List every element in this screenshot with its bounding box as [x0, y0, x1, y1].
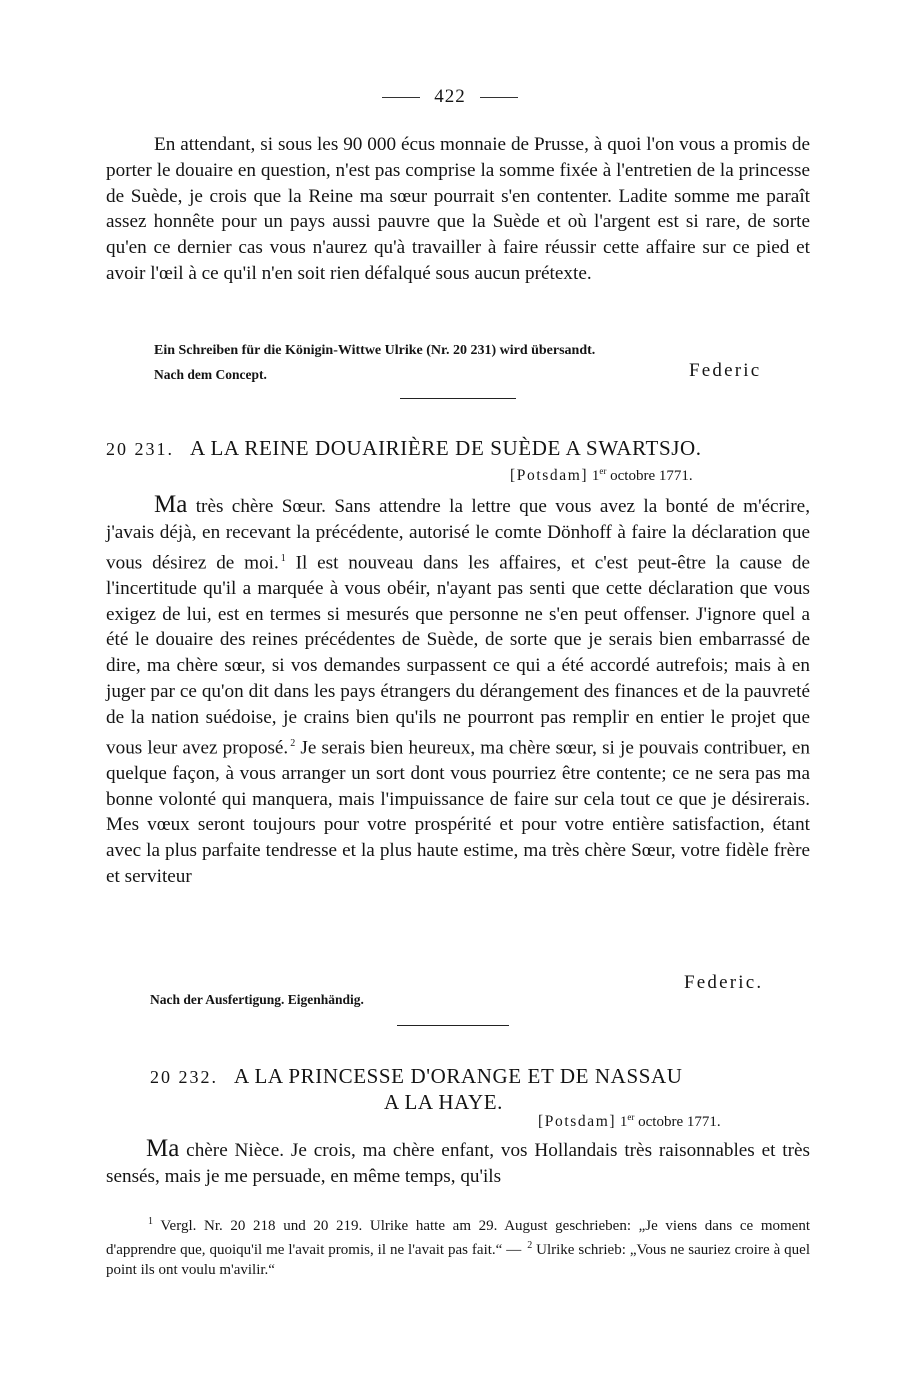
continuation-text: En attendant, si sous les 90 000 écus monnaie de Prusse, à quoi l'on vous a promis de porter le douaire en question, n'est pas comprise la somme fixée à l'entretien de la princesse de Suède, je crois que la Reine ma sœur pourrait s'en contenter. Ladite somme me paraît assez honnête pour un pays aussi pauvre que la Suède et où l'argent est si rare, de sorte qu'en ce dernier cas vous n'aurez qu'à travailler à faire réussir cette affaire sur ce pied et avoir l'œil à ce qu'il n'en soit rien défalqué sous aucun prétexte. — [106, 134, 810, 284]
page-number: 422 — [434, 86, 466, 107]
dateline-place: [Potsdam] — [510, 467, 589, 484]
footnotes — [106, 1212, 810, 1280]
salutation-lead: Ma — [154, 491, 188, 518]
letter-text-part-c: Je serais bien heureux, ma chère sœur, si je pouvais contribuer, en quelque façon, à vous arranger un sort dont vous pourriez être contente; ce ne sera pas ma bonne volonté qui manquera, mais l'impuissance de faire sur cela tout ce que je désirerais. Mes vœux seront toujours pour votre prospérité et pour votre entière satisfaction, étant avec la plus parfaite tendresse et la plus haute estime, ma très chère Sœur, votre fidèle frère et serviteur — [106, 736, 810, 887]
dateline-day-suffix: er — [599, 466, 607, 476]
page-number-line — [0, 86, 900, 108]
letter-number: 20 232. — [150, 1067, 218, 1087]
footnote-mark-1: 1 — [148, 1216, 153, 1227]
page-number-dash-left — [382, 97, 420, 98]
letter-title-line2: A LA HAYE. — [384, 1090, 503, 1114]
letter-body-20231 — [106, 492, 810, 890]
dateline-month-year: octobre 1771. — [638, 1114, 721, 1130]
dateline-day: 1 — [619, 1114, 628, 1130]
page-number-dash-right — [480, 97, 518, 98]
dateline-20232 — [538, 1112, 721, 1131]
salutation-lead: Ma — [146, 1135, 180, 1162]
enclosure-note: Ein Schreiben für die Königin-Wittwe Ulrike (Nr. 20 231) wird übersandt. — [154, 343, 596, 358]
source-note-2: Nach der Ausfertigung. Eigenhändig. — [150, 992, 364, 1007]
signature-1: Federic — [689, 360, 762, 381]
letter-text-part-b: Il est nouveau dans les affaires, et c'est peut-être la cause de l'incertitude qu'il a marquée à vous obéir, n'ayant pas senti que cette déclaration que vous exigez de lui, est en termes si mesurés que personne ne s'en peut offenser. J'ignore quel a été le douaire des reines précédentes de Suède, de sorte que je serais bien embarrassé de dire, ma chère sœur, si vos demandes surpassent ce qui a été accordé autrefois; mais à en juger par ce qu'on dit dans les pays étrangers du dérangement des finances et de la pauvreté de la nation suédoise, je crains bien qu'ils ne pourront pas remplir en entier le projet que vous leur avez proposé. — [106, 551, 810, 758]
footnote-text-1: Vergl. Nr. 20 218 und 20 219. Ulrike hatte am 29. August geschrieben: „Je viens dans ce moment d'apprendre que, quoiqu'il me l'avait promis, il ne l'avait pas fait.“ — — [106, 1218, 811, 1258]
footnote-ref-1: 1 — [280, 552, 286, 564]
letter-text: chère Nièce. Je crois, ma chère enfant, vos Hollandais très raisonnables et très sensés, mais je me persuade, en même temps, qu'ils — [106, 1140, 810, 1187]
letter-text-part-a: très chère Sœur. Sans attendre la lettre que vous avez la bonté de m'écrire, j'avais déjà, en recevant la précédente, autorisé le comte Dönhoff à faire la déclaration que vous désirez de moi. — [106, 496, 810, 573]
footnote-text-2: Ulrike schrieb: „Vous ne sauriez croire à quel point ils ont voulu m'avilir.“ — [106, 1242, 810, 1278]
letter-title-line1: A LA PRINCESSE D'ORANGE ET DE NASSAU — [234, 1064, 683, 1088]
footnote-mark-2: 2 — [527, 1240, 533, 1251]
source-note-1: Nach dem Concept. — [154, 367, 267, 382]
dateline-month-year: octobre 1771. — [610, 468, 693, 484]
dateline-day: 1 — [591, 468, 600, 484]
continuation-paragraph — [106, 132, 810, 287]
letter-title: A LA REINE DOUAIRIÈRE DE SUÈDE A SWARTSJO. — [190, 436, 702, 460]
letter-number: 20 231. — [106, 439, 174, 459]
footnote-ref-2: 2 — [290, 737, 296, 749]
letter-body-20232 — [106, 1136, 810, 1190]
letter-heading-20231 — [106, 436, 702, 461]
dateline-day-suffix: er — [627, 1112, 635, 1122]
dateline-place: [Potsdam] — [538, 1113, 617, 1130]
signature-2: Federic. — [684, 972, 764, 993]
separator-rule-1 — [400, 398, 516, 399]
separator-rule-2 — [397, 1025, 509, 1026]
dateline-20231 — [510, 466, 693, 485]
letter-heading-20232 — [150, 1064, 683, 1089]
